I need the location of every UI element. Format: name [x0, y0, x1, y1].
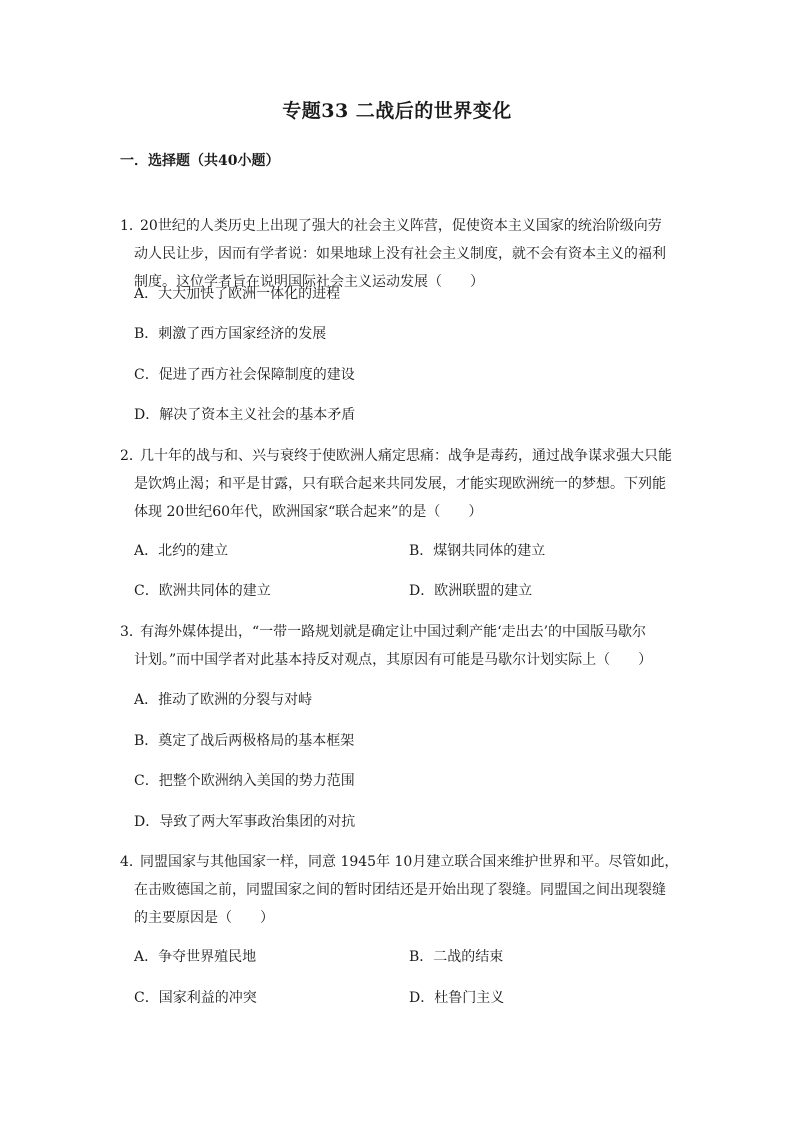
option-c[interactable]: C．把整个欧洲纳入美国的势力范围: [134, 773, 355, 789]
option-b[interactable]: B．刺激了西方国家经济的发展: [134, 326, 327, 342]
option-b[interactable]: B．煤钢共同体的建立: [409, 543, 546, 559]
option-a[interactable]: A．北约的建立: [134, 543, 229, 559]
option-b[interactable]: B．奠定了战后两极格局的基本框架: [134, 733, 355, 749]
option-d[interactable]: D．杜鲁门主义: [409, 990, 505, 1006]
question-2: [120, 442, 680, 526]
question-text-line: 是饮鸩止渴；和平是甘露，只有联合起来共同发展，才能实现欧洲统一的梦想。下列能: [134, 476, 666, 492]
question-text-line: 20世纪的人类历史上出现了强大的社会主义阵营，促使资本主义国家的统治阶级向劳: [140, 218, 662, 234]
option-c[interactable]: C．促进了西方社会保障制度的建设: [134, 367, 355, 383]
option-c[interactable]: C．欧洲共同体的建立: [134, 583, 271, 599]
question-text-line: 动人民让步，因而有学者说：如果地球上没有社会主义制度，就不会有资本主义的福利: [134, 246, 666, 262]
question-text-line: 体现 20世纪60年代，欧洲国家“联合起来”的是（ ）: [134, 504, 483, 520]
option-a[interactable]: A．大大加快了欧洲一体化的进程: [134, 286, 341, 302]
option-a[interactable]: A．争夺世界殖民地: [134, 949, 257, 965]
question-number: 1．: [120, 218, 143, 234]
option-d[interactable]: D．欧洲联盟的建立: [409, 583, 533, 599]
option-b[interactable]: B．二战的结束: [409, 949, 504, 965]
question-4: [120, 848, 680, 932]
question-text-line: 的主要原因是（ ）: [134, 910, 274, 926]
question-3: [120, 618, 680, 674]
option-a[interactable]: A．推动了欧洲的分裂与对峙: [134, 692, 313, 708]
question-text-line: 同盟国家与其他国家一样，同意 1945年 10月建立联合国来维护世界和平。尽管如此，: [140, 854, 679, 870]
question-text-line: 计划。”而中国学者对此基本持反对观点，其原因有可能是马歇尔计划实际上（ ）: [134, 652, 653, 668]
option-d[interactable]: D．解决了资本主义社会的基本矛盾: [134, 407, 356, 423]
question-number: 3．: [120, 624, 143, 640]
page-title: 专题33 二战后的世界变化: [282, 100, 512, 122]
section-heading: 一．选择题（共40小题）: [120, 153, 280, 169]
question-number: 2．: [120, 448, 143, 464]
option-d[interactable]: D．导致了两大军事政治集团的对抗: [134, 814, 356, 830]
option-c[interactable]: C．国家利益的冲突: [134, 990, 257, 1006]
question-text-line: 制度。这位学者旨在说明国际社会主义运动发展（ ）: [134, 274, 484, 290]
question-text-line: 几十年的战与和、兴与衰终于使欧洲人痛定思痛：战争是毒药，通过战争谋求强大只能: [140, 448, 672, 464]
question-text-line: 有海外媒体提出，“一带一路规划就是确定让中国过剩产能‘走出去’的中国版马歇尔: [140, 624, 647, 640]
question-number: 4．: [120, 854, 143, 870]
question-text-line: 在击败德国之前，同盟国家之间的暂时团结还是开始出现了裂缝。同盟国之间出现裂缝: [134, 882, 666, 898]
